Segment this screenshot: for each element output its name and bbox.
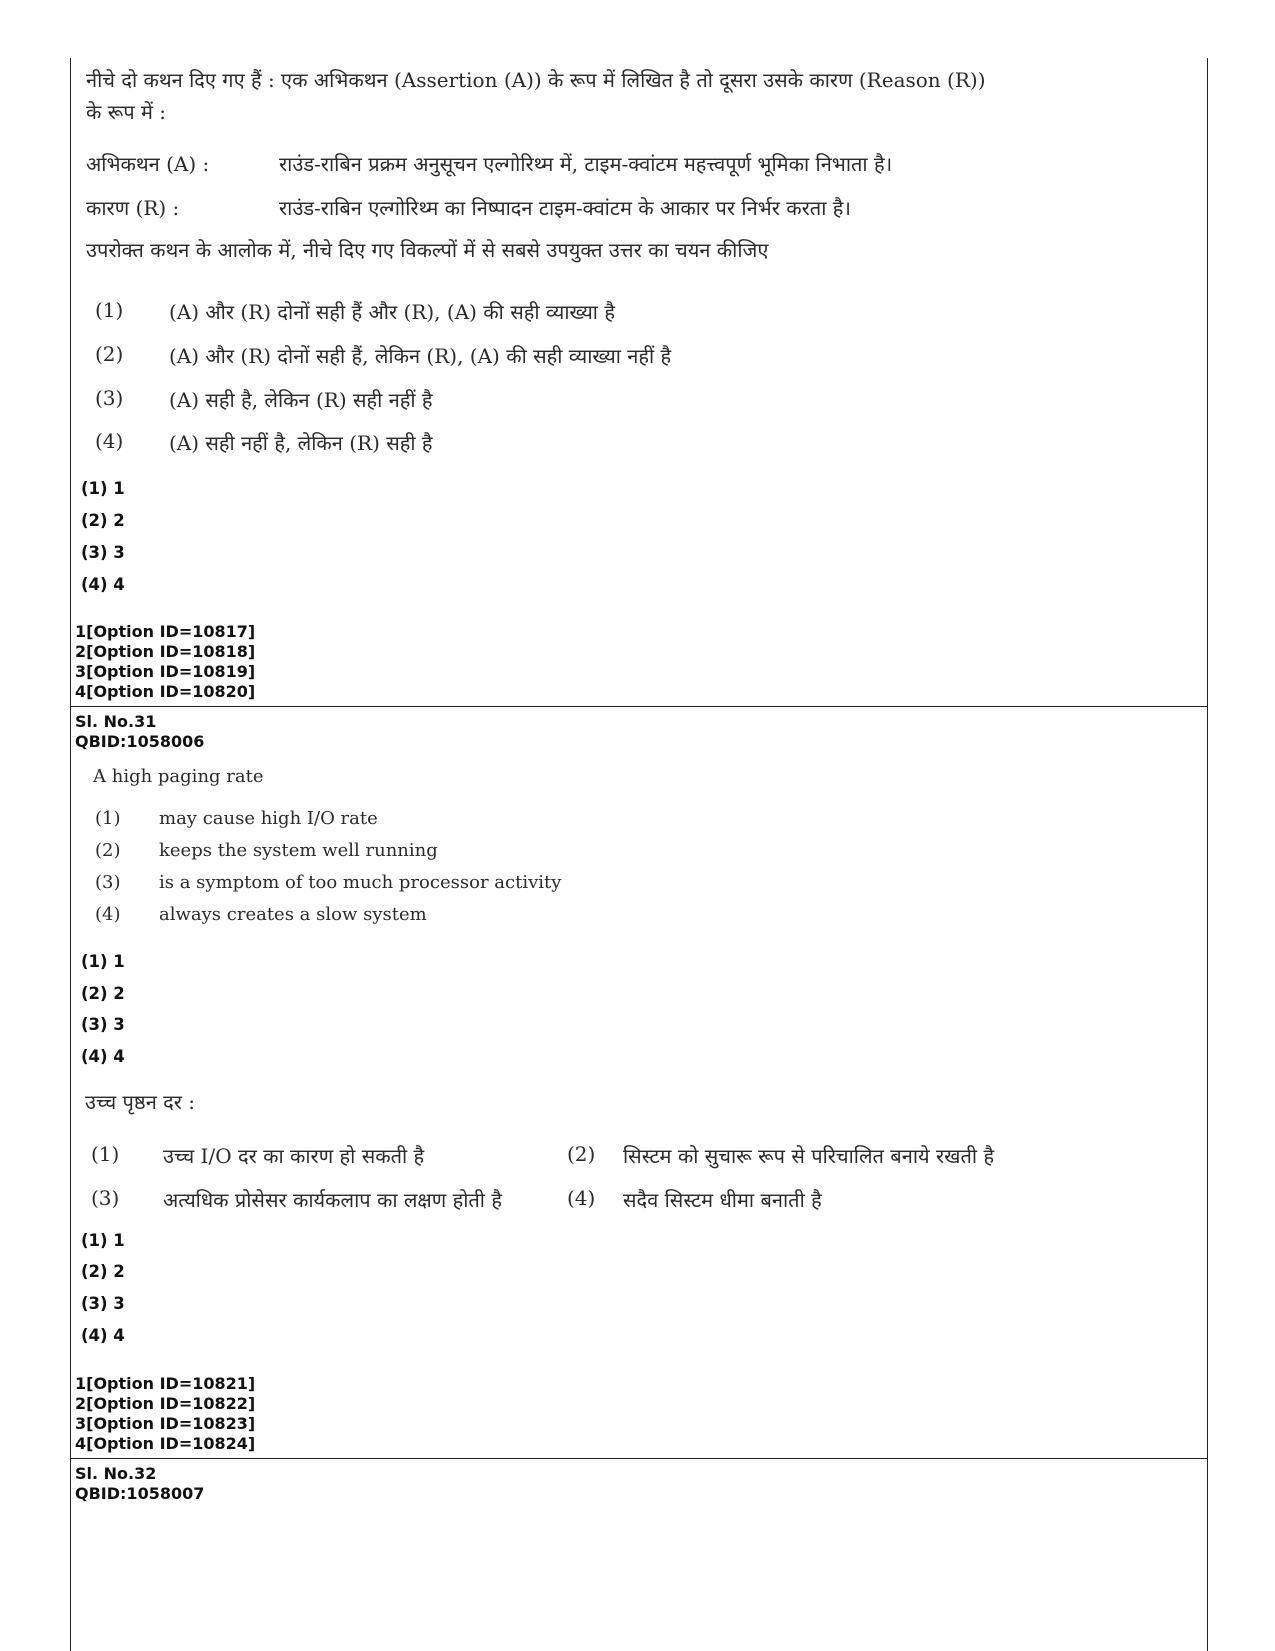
option-id: 3[Option ID=10823] — [75, 1414, 256, 1433]
q30-option-text: (A) और (R) दोनों सही हैं, लेकिन (R), (A) की सही व्याख्या नहीं है — [169, 344, 672, 368]
serial-number: Sl. No.31 — [75, 712, 157, 731]
q30-option-num: (4) — [95, 429, 124, 453]
answer-choice: (2) 2 — [81, 1262, 125, 1281]
q30-option-text: (A) सही है, लेकिन (R) सही नहीं है — [169, 388, 433, 412]
q31-en-option-num: (3) — [95, 872, 121, 893]
q30-option-text: (A) और (R) दोनों सही हैं और (R), (A) की सही व्याख्या है — [169, 300, 615, 324]
q31-hi-option-num: (3) — [91, 1186, 120, 1210]
q31-en-option-text: may cause high I/O rate — [159, 808, 378, 829]
answer-choice: (2) 2 — [81, 984, 125, 1003]
answer-choice: (3) 3 — [81, 1015, 125, 1034]
answer-choice: (3) 3 — [81, 1294, 125, 1313]
answer-choice: (2) 2 — [81, 511, 125, 530]
q30-intro-line1: नीचे दो कथन दिए गए हैं : एक अभिकथन (Assertion (A)) के रूप में लिखित है तो दूसरा उसके कारण (Reason (R)) — [86, 68, 986, 92]
option-id: 2[Option ID=10818] — [75, 642, 256, 661]
q31-hi-option-num: (4) — [567, 1186, 596, 1210]
option-id: 1[Option ID=10817] — [75, 622, 256, 641]
assertion-text: राउंड-राबिन प्रक्रम अनुसूचन एल्गोरिथ्म में, टाइम-क्वांटम महत्त्वपूर्ण भूमिका निभाता है। — [279, 152, 893, 176]
option-id: 2[Option ID=10822] — [75, 1394, 256, 1413]
answer-choice: (1) 1 — [81, 952, 125, 971]
q31-en-option-num: (4) — [95, 904, 121, 925]
answer-choice: (3) 3 — [81, 543, 125, 562]
q31-hi-option-text: उच्च I/O दर का कारण हो सकती है — [163, 1144, 425, 1168]
answer-choice: (4) 4 — [81, 1047, 125, 1066]
q30-option-num: (3) — [95, 386, 124, 410]
q31-hi-option-text: सदैव सिस्टम धीमा बनाती है — [623, 1188, 822, 1212]
instruction-text: उपरोक्त कथन के आलोक में, नीचे दिए गए विकल्पों में से सबसे उपयुक्त उत्तर का चयन कीजिए — [86, 238, 769, 262]
answer-choice: (4) 4 — [81, 575, 125, 594]
serial-number: Sl. No.32 — [75, 1464, 157, 1483]
option-id: 3[Option ID=10819] — [75, 662, 256, 681]
q31-en-option-text: always creates a slow system — [159, 904, 427, 925]
q31-hi-option-text: अत्यधिक प्रोसेसर कार्यकलाप का लक्षण होती है — [163, 1188, 502, 1212]
q31-question-hi: उच्च पृष्ठन दर : — [85, 1090, 196, 1114]
answer-choice: (1) 1 — [81, 479, 125, 498]
q31-hi-option-num: (2) — [567, 1142, 596, 1166]
option-id: 1[Option ID=10821] — [75, 1374, 256, 1393]
question-divider — [71, 1458, 1207, 1459]
qbid: QBID:1058006 — [75, 732, 205, 751]
q31-hi-option-num: (1) — [91, 1142, 120, 1166]
q31-hi-option-text: सिस्टम को सुचारू रूप से परिचालित बनाये रखती है — [623, 1144, 995, 1168]
answer-choice: (4) 4 — [81, 1326, 125, 1345]
qbid: QBID:1058007 — [75, 1484, 205, 1503]
q31-en-option-text: is a symptom of too much processor activity — [159, 872, 562, 893]
question-divider — [71, 706, 1207, 707]
assertion-label: अभिकथन (A) : — [86, 152, 210, 176]
q31-question-en: A high paging rate — [93, 766, 264, 787]
page-frame — [70, 58, 1208, 1651]
q31-en-option-text: keeps the system well running — [159, 840, 438, 861]
option-id: 4[Option ID=10820] — [75, 682, 256, 701]
q31-en-option-num: (1) — [95, 808, 121, 829]
answer-choice: (1) 1 — [81, 1231, 125, 1250]
reason-text: राउंड-राबिन एल्गोरिथ्म का निष्पादन टाइम-क्वांटम के आकार पर निर्भर करता है। — [279, 196, 851, 220]
q30-option-text: (A) सही नहीं है, लेकिन (R) सही है — [169, 431, 433, 455]
q31-en-option-num: (2) — [95, 840, 121, 861]
reason-label: कारण (R) : — [86, 196, 180, 220]
q30-intro-line2: के रूप में : — [86, 100, 167, 124]
q30-option-num: (1) — [95, 298, 124, 322]
option-id: 4[Option ID=10824] — [75, 1434, 256, 1453]
q30-option-num: (2) — [95, 342, 124, 366]
